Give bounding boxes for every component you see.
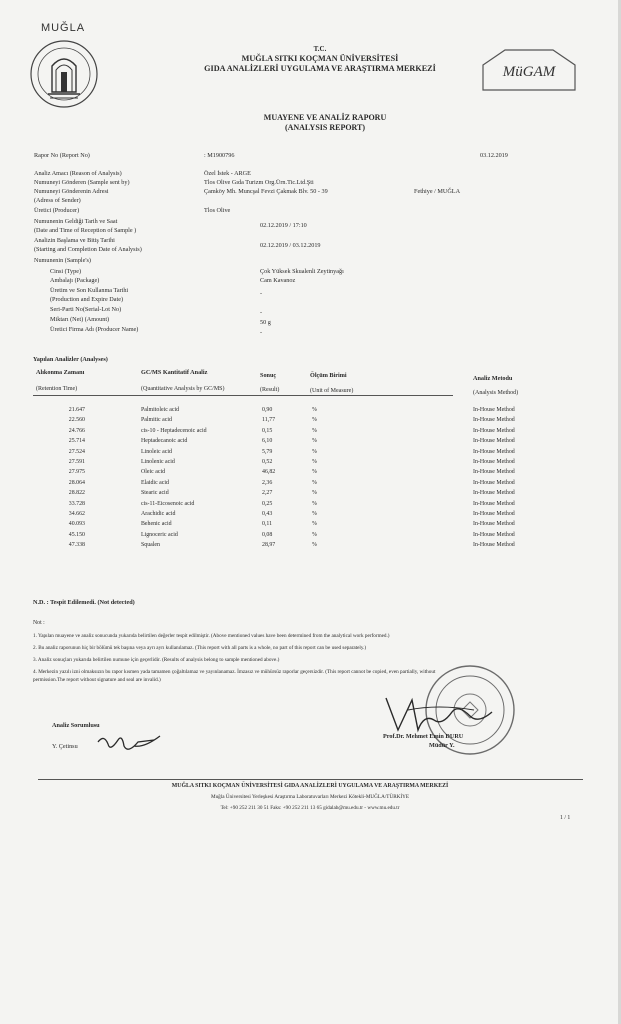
cell-rt: 34.662 [68,511,85,517]
cell-name: cis-11-Eicosenoic acid [141,500,195,507]
cell-rt: 47.338 [68,542,85,549]
info-value: Tlos Olive [204,207,231,214]
institution-header [160,44,480,74]
info-label: Numuneyi Gönderenin Adresi [34,188,109,195]
notes-title: Not : [33,620,45,626]
info-label: (Production and Expire Date) [50,296,124,303]
cell-unit: % [312,438,317,445]
table-row [33,480,583,489]
cell-name: Arachidic acid [141,511,176,517]
cell-rt: 28.822 [68,490,85,497]
university-logo [28,22,126,122]
cell-unit: % [312,448,317,455]
cell-method: In-House Method [473,511,515,517]
table-row [33,407,583,416]
info-label: (Date and Time of Reception of Sample ) [34,227,137,234]
info-label: Analiz Amacı (Reason of Analysis) [34,170,122,177]
info-label: Cinsi (Type) [50,268,82,275]
cell-result: 0,11 [262,521,273,528]
cell-name: Palmitoleic acid [141,407,180,413]
col-subheader: (Retention Time) [36,386,78,392]
info-extra: Fethiye / MUĞLA [414,188,461,195]
cell-unit: % [312,542,317,549]
info-value: - [260,329,263,336]
cell-name: Heptadecanoic acid [141,438,188,445]
cell-method: In-House Method [473,490,515,497]
logo-right-name: MüGAM [502,64,556,80]
table-divider [33,395,453,396]
cell-unit: % [312,521,317,528]
cell-name: Elaidic acid [141,479,169,486]
col-header: Ölçüm Birimi [310,372,347,379]
footer [40,783,580,812]
cell-rt: 45.150 [68,531,85,538]
report-no-label: Rapor No (Report No) [34,152,90,159]
cell-result: 2,36 [262,479,273,486]
cell-rt: 27.591 [68,459,85,465]
page-number: 1 / 1 [560,815,571,821]
cell-result: 11,77 [262,417,276,424]
director-signature [378,690,508,738]
cell-method: In-House Method [473,479,515,486]
col-subheader: (Quantitative Analysis by GC/MS) [141,386,225,392]
cell-method: In-House Method [473,531,515,538]
cell-method: In-House Method [473,417,515,424]
cell-result: 0,52 [262,459,273,465]
cell-result: 28,97 [262,542,276,549]
cell-result: 0,15 [262,427,273,434]
cell-unit: % [312,407,317,413]
cell-name: Stearic acid [141,490,169,497]
cell-unit: % [312,531,317,538]
cell-rt: 25.714 [68,438,85,445]
cell-result: 0,08 [262,531,273,538]
responsible-signature [94,728,164,758]
info-value: Çamköy Mh. Muncşal Fevzi Çakmak Blv. 50 - 39 [204,188,328,195]
table-row [33,490,583,499]
cell-result: 0,43 [262,511,273,517]
info-label: (Adress of Sender) [34,197,81,204]
table-row [33,438,583,447]
table-row [33,511,583,520]
cell-unit: % [312,427,317,434]
col-subheader: (Unit of Measure) [310,388,354,394]
col-header: Analiz Metodu [473,375,513,382]
cell-result: 2,27 [262,490,273,497]
table-row [33,459,583,468]
info-label: Numunenin (Sample's) [34,257,91,264]
table-row [33,449,583,458]
info-value: 02.12.2019 / 03.12.2019 [260,242,321,249]
cell-name: Linolenic acid [141,459,175,465]
center-name: GIDA ANALİZLERİ UYGULAMA VE ARAŞTIRMA MERKEZİ [204,64,436,73]
info-label: Seri-Parti No(Serial-Lot No) [50,306,122,313]
sample-info [34,170,584,360]
cell-name: Palmitic acid [141,417,172,424]
info-value: - [260,309,263,316]
note-item: 4. Merkezin yazılı izni olmaksızın bu rapor kısmen yada tamamen çoğaltılamaz ve yayınlanamaz. İmzasız ve mühürsüz raporlar geçersizdir. (This report cannot be copied, even partially, without [33,669,436,675]
cell-method: In-House Method [473,500,515,507]
nd-note: N.D. : Tespit Edilemedi. (Not detected) [33,599,135,606]
cell-result: 46,82 [262,469,276,476]
report-title [230,113,420,133]
table-row [33,542,583,551]
cell-result: 0,25 [262,500,273,507]
footer-contact: Tel: +90 252 211 30 51 Faks: +90 252 211 13 65 gidalab@mu.edu.tr - www.mu.edu.tr [220,805,400,811]
col-header: GC/MS Kantitatif Analiz [141,369,208,376]
cell-unit: % [312,500,317,507]
note-item: permission.The report without signature and seal are invalid.) [33,677,161,683]
cell-unit: % [312,511,317,517]
cell-method: In-House Method [473,459,515,465]
cell-rt: 24.766 [68,427,85,434]
footer-address: Muğla Üniversitesi Yerleşkesi Araştırma Laboratuvarları Merkezi Kötekli-MUĞLA/TÜRKİYE [210,794,410,800]
cell-method: In-House Method [473,469,515,476]
table-row [33,501,583,510]
table-row [33,532,583,541]
logo-left-name: MUĞLA [40,22,86,34]
cell-unit: % [312,459,317,465]
university-name: MUĞLA SITKI KOÇMAN ÜNİVERSİTESİ [241,54,399,63]
col-subheader: (Result) [260,387,280,393]
col-header: Sonuç [260,372,277,379]
cell-rt: 27.524 [68,448,85,455]
info-label: Üretici Firma Adı (Producer Name) [50,326,139,333]
table-row [33,469,583,478]
director-title: Müdür Y. [429,742,455,749]
cell-method: In-House Method [473,542,515,549]
cell-method: In-House Method [473,438,515,445]
info-label: Numuneyi Gönderen (Sample sent by) [34,179,130,186]
info-label: Numunenin Geldiği Tarih ve Saat [34,218,118,225]
footer-divider [38,779,583,780]
info-value: Çok Yüksek Skualenli Zeytinyağı [260,268,344,275]
info-value: 02.12.2019 / 17:10 [260,222,307,229]
cell-rt: 33.728 [68,500,85,507]
responsible-name: Y. Çetinsu [52,743,78,750]
cell-method: In-House Method [473,448,515,455]
cell-method: In-House Method [473,521,515,528]
table-row [33,428,583,437]
university-emblem-icon [28,36,100,120]
note-item: 2. Bu analiz raporunun hiç bir bölümü tek başına veya ayrı ayrı kullanılamaz. (This report with all parts is a whole, no part of this report can be used separately.) [33,645,367,651]
cell-name: Linoleic acid [141,448,172,455]
report-date: 03.12.2019 [480,152,508,159]
info-value: Tlos Olive Gıda Turizm Org.Ürn.Tic.Ltd.Şti [204,179,314,186]
cell-result: 0,90 [262,407,273,413]
report-title-tr: MUAYENE VE ANALİZ RAPORU [263,113,387,122]
cell-rt: 28.064 [68,479,85,486]
info-label: Miktarı (Net) (Amount) [50,316,110,323]
cell-rt: 22.560 [68,417,85,424]
table-row [33,521,583,530]
cell-result: 6,10 [262,438,273,445]
cell-name: cis-10 - Heptadecenoic acid [141,427,207,434]
cell-method: In-House Method [473,427,515,434]
director-name: Prof.Dr. Mehmet Emin DURU [383,733,464,740]
info-value: Cam Kavanoz [260,277,296,284]
info-label: Üretici (Producer) [34,207,80,214]
cell-rt: 40.093 [68,521,85,528]
cell-rt: 27.975 [68,469,85,476]
info-label: Ambalajı (Package) [50,277,100,284]
col-header: Alıkonma Zamanı [36,369,85,376]
note-item: 1. Yapılan muayene ve analiz sonucunda yukarıda belirtilen değerler tespit edilmiştir. (Above mentioned values have been determined from the analytical work performed.) [33,633,390,639]
footer-institution: MUĞLA SITKI KOÇMAN ÜNİVERSİTESİ GIDA ANALİZLERİ UYGULAMA VE ARAŞTIRMA MERKEZİ [171,783,449,789]
cell-method: In-House Method [473,407,515,413]
info-label: (Starting and Completion Date of Analysis) [34,246,142,253]
table-row [33,417,583,426]
info-label: Üretim ve Son Kullanma Tarihi [50,287,129,294]
note-item: 3. Analiz sonuçları yukarıda belirtilen numune için geçerlidir. (Results of analysis belong to sample mentioned above.) [33,657,280,663]
cell-result: 5,79 [262,448,273,455]
cell-name: Lignoceric acid [141,531,178,538]
info-value: - [260,290,263,297]
info-label: Analizin Başlama ve Bitiş Tarihi [34,237,115,244]
cell-unit: % [312,479,317,486]
info-value: Özel İstek - ARGE [204,170,251,177]
cell-name: Behenic acid [141,521,172,528]
analyses-title: Yapılan Analizler (Analyses) [33,356,108,363]
gam-logo [480,47,578,93]
col-subheader: (Analysis Method) [473,390,519,396]
responsible-label: Analiz Sorumlusu [52,722,100,729]
tc-label: T.C. [313,45,327,53]
info-value: 50 g [260,319,271,326]
cell-name: Oleic acid [141,469,166,476]
cell-name: Squalen [141,542,160,549]
report-title-en: (ANALYSIS REPORT) [284,123,366,132]
report-no-value: : M1900796 [204,152,235,159]
cell-unit: % [312,469,317,476]
cell-unit: % [312,490,317,497]
cell-unit: % [312,417,317,424]
cell-rt: 21.647 [68,407,85,413]
